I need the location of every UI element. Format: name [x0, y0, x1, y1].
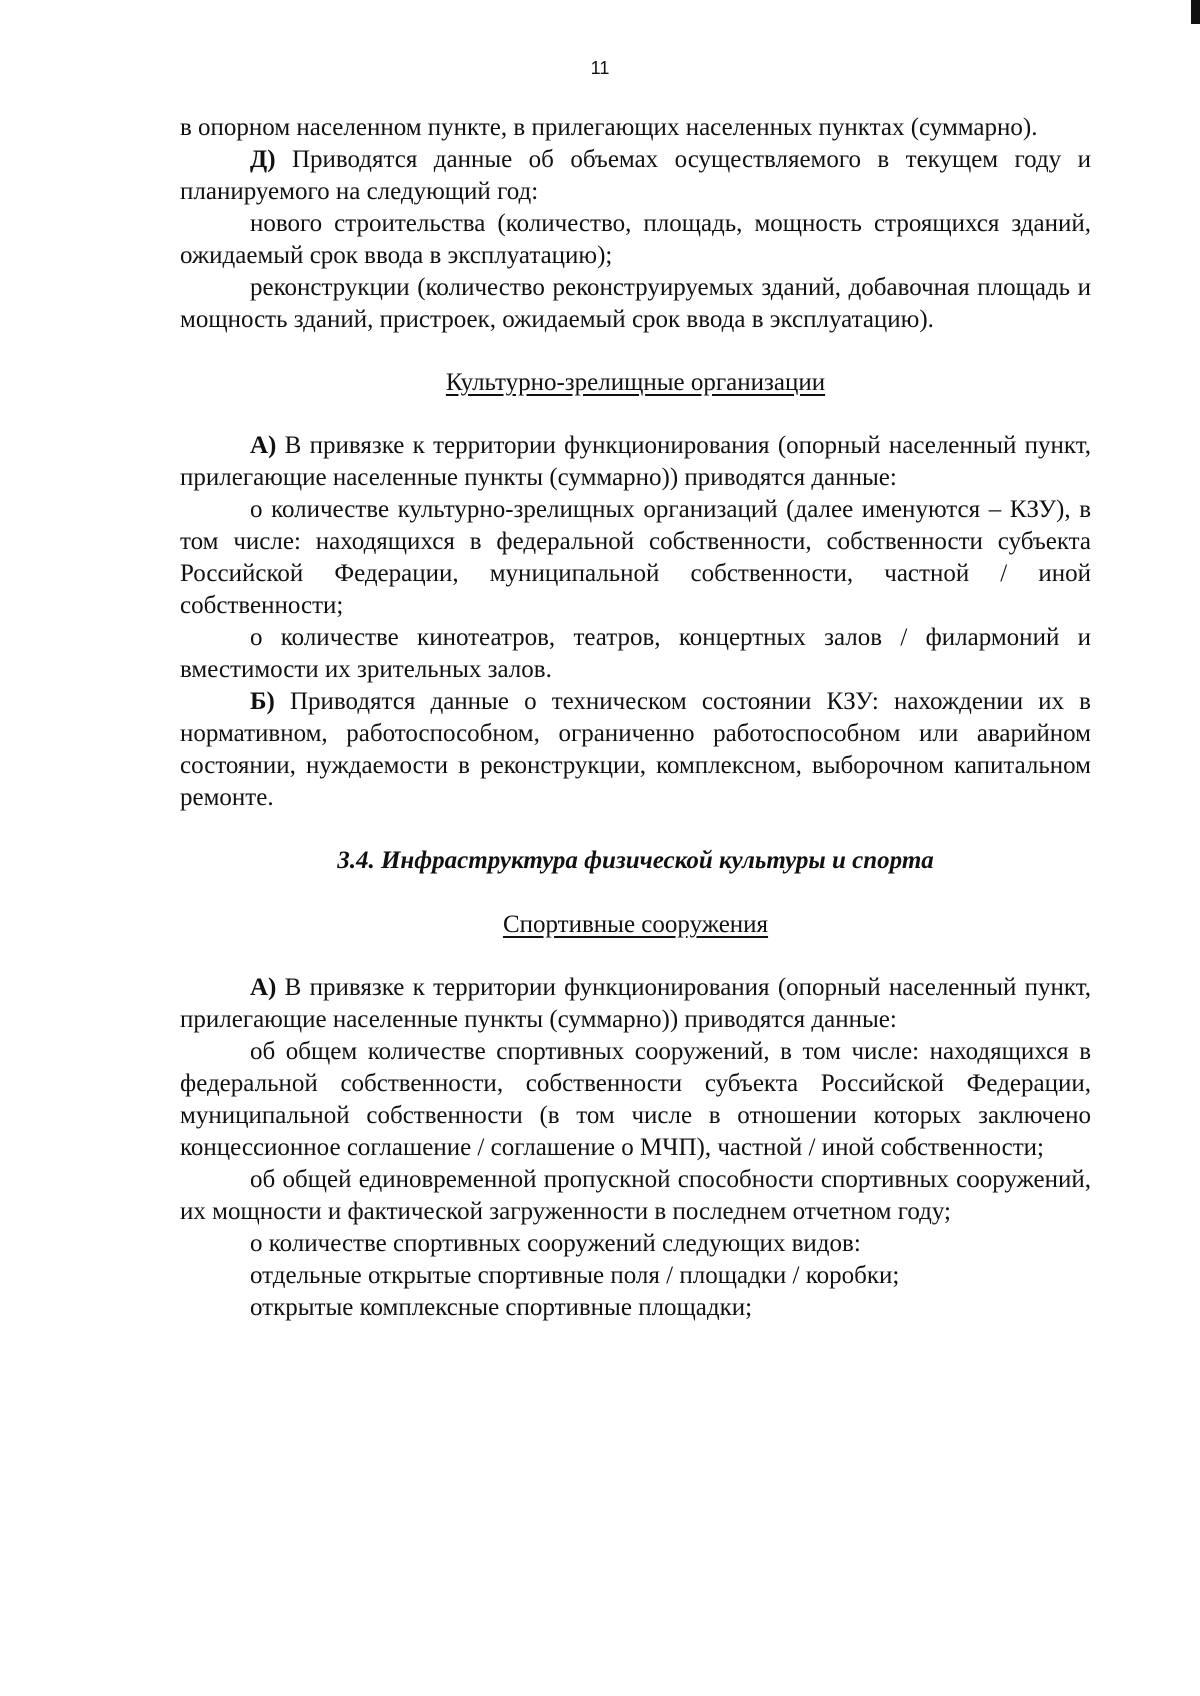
section-heading-culture: Культурно-зрелищные организации	[445, 369, 826, 396]
paragraph-a: А) В привязке к территории функционирования (опорный населенный пункт, прилегающие населенные пункты (суммарно)) приводятся данные:	[180, 974, 1091, 1033]
list-marker: Д)	[250, 146, 276, 173]
paragraph: в опорном населенном пункте, в прилегающих населенных пунктах (суммарно).	[180, 114, 1038, 141]
paragraph-b: Б) Приводятся данные о техническом состоянии КЗУ: нахождении их в нормативном, работоспособном, ограниченно работоспособном или аварийном состоянии, нуждаемости в реконструкции, комплексном, выборочном капитальном ремонте.	[180, 688, 1091, 811]
document-body	[180, 112, 1091, 1324]
paragraph: о количестве кинотеатров, театров, концертных залов / филармоний и вместимости их зрительных залов.	[180, 624, 1091, 683]
paragraph: отдельные открытые спортивные поля / площадки / коробки;	[250, 1262, 900, 1289]
paragraph-d: Д) Приводятся данные об объемах осуществляемого в текущем году и планируемого на следующий год:	[180, 146, 1091, 205]
paragraph: об общем количестве спортивных сооружений, в том числе: находящихся в федеральной собственности, собственности субъекта Российской Федерации, муниципальной собственности (в том числе в отношении которых заключено концессионное соглашение / соглашение о МЧП), частной / иной собственности;	[180, 1038, 1091, 1161]
paragraph: открытые комплексные спортивные площадки;	[250, 1294, 753, 1321]
paragraph: о количестве спортивных сооружений следующих видов:	[250, 1230, 861, 1257]
list-marker: Б)	[250, 688, 275, 715]
section-heading-sport-facilities: Спортивные сооружения	[502, 911, 769, 938]
page-number: 11	[590, 58, 610, 78]
paragraph-a: А) В привязке к территории функционирования (опорный населенный пункт, прилегающие населенные пункты (суммарно)) приводятся данные:	[180, 432, 1091, 491]
paragraph: реконструкции (количество реконструируемых зданий, добавочная площадь и мощность зданий, пристроек, ожидаемый срок ввода в эксплуатацию).	[180, 274, 1091, 333]
section-heading-sport-infrastructure: 3.4. Инфраструктура физической культуры и спорта	[337, 847, 934, 874]
scan-corner-mark	[1191, 0, 1200, 24]
paragraph: о количестве культурно-зрелищных организаций (далее именуются – КЗУ), в том числе: находящихся в федеральной собственности, собственности субъекта Российской Федерации, муниципальной собственности, частной / иной собственности;	[180, 496, 1091, 619]
paragraph: нового строительства (количество, площадь, мощность строящихся зданий, ожидаемый срок ввода в эксплуатацию);	[180, 210, 1091, 269]
paragraph: об общей единовременной пропускной способности спортивных сооружений, их мощности и фактической загруженности в последнем отчетном году;	[180, 1166, 1091, 1225]
list-marker: А)	[250, 432, 277, 459]
list-marker: А)	[250, 974, 277, 1001]
